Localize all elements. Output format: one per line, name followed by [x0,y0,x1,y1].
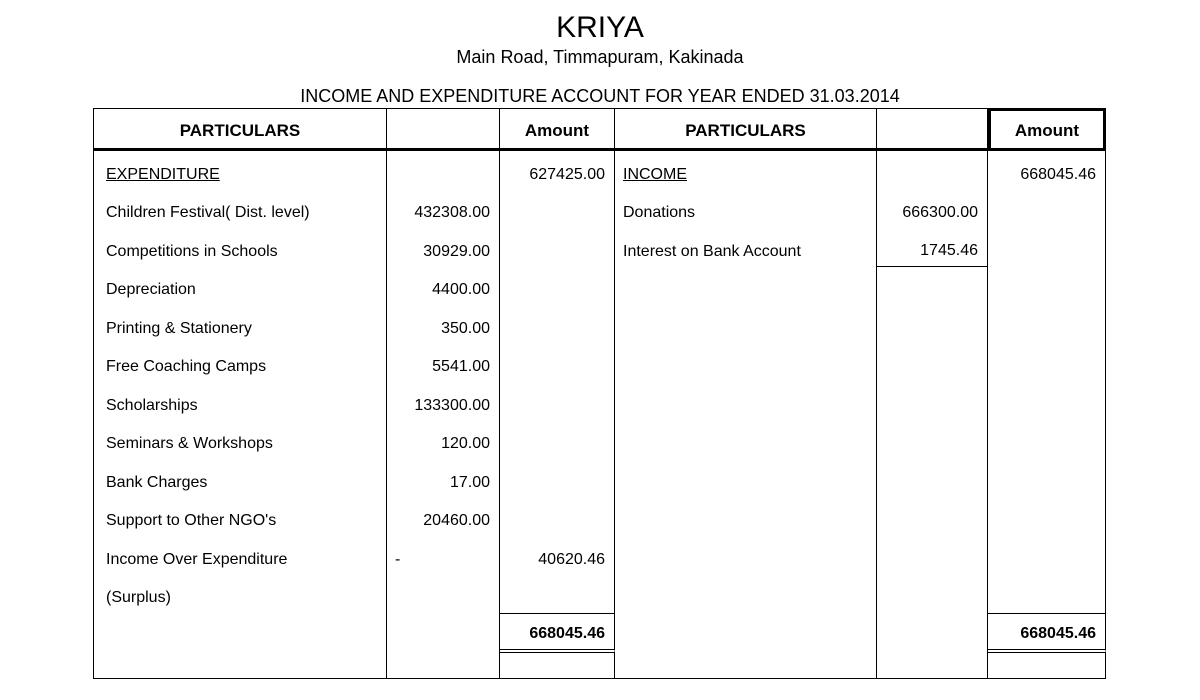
statement-title: INCOME AND EXPENDITURE ACCOUNT FOR YEAR ENDED 31.03.2014 [300,86,900,106]
expenditure-item-label: Free Coaching Camps [93,344,387,383]
table-body-row [93,151,1106,190]
expenditure-grand-total: 668045.46 [500,613,615,653]
expenditure-item-value: 120.00 [387,421,500,460]
header-particulars-right: PARTICULARS [615,108,877,151]
empty-cell [877,459,988,498]
empty-cell [387,151,500,190]
empty-cell [877,151,988,190]
expenditure-item-label: Scholarships [93,382,387,421]
table-body-row [93,498,1106,537]
empty-cell [500,305,615,344]
income-item-label: Donations [615,190,877,229]
table-body-row [93,190,1106,229]
table-body-row [93,228,1106,267]
empty-cell [500,267,615,306]
table-body-row [93,575,1106,614]
empty-cell [877,653,988,679]
table-body-row [93,344,1106,383]
empty-cell [500,421,615,460]
expenditure-item-label: (Surplus) [93,575,387,614]
expenditure-item-label: Support to Other NGO's [93,498,387,537]
empty-cell [93,653,387,679]
header-blank-left [387,108,500,151]
empty-cell [615,421,877,460]
expenditure-item-value: 30929.00 [387,228,500,267]
table-body-row [93,382,1106,421]
empty-cell [615,653,877,679]
expenditure-item-value: 4400.00 [387,267,500,306]
income-item-value: 666300.00 [877,190,988,229]
empty-cell [500,575,615,614]
empty-cell [877,575,988,614]
empty-cell [615,459,877,498]
empty-cell [877,498,988,537]
table-bottom-spacer-row [93,653,1106,679]
empty-cell [877,267,988,306]
empty-cell [500,653,615,679]
expenditure-item-label: Bank Charges [93,459,387,498]
expenditure-item-label: Competitions in Schools [93,228,387,267]
table-body-row [93,421,1106,460]
empty-cell [615,382,877,421]
empty-cell [988,382,1106,421]
empty-cell [500,190,615,229]
table-body-row [93,267,1106,306]
expenditure-section-total: 627425.00 [500,151,615,190]
empty-cell [877,344,988,383]
income-expenditure-table [93,108,1106,679]
empty-cell [877,305,988,344]
empty-cell [988,459,1106,498]
empty-cell [988,498,1106,537]
empty-cell [615,344,877,383]
table-body [93,151,1106,613]
empty-cell [988,421,1106,460]
expenditure-item-label: Printing & Stationery [93,305,387,344]
header-amount-right: Amount [988,108,1106,151]
header-particulars-left: PARTICULARS [93,108,387,151]
empty-cell [877,536,988,575]
empty-cell [387,653,500,679]
expenditure-item-value: 17.00 [387,459,500,498]
income-item-label: Interest on Bank Account [615,228,877,267]
empty-cell [615,498,877,537]
expenditure-item-value: 133300.00 [387,382,500,421]
expenditure-item-value: 432308.00 [387,190,500,229]
empty-cell [988,536,1106,575]
expenditure-item-value: 20460.00 [387,498,500,537]
empty-cell [500,498,615,537]
empty-cell [387,575,500,614]
empty-cell [877,613,988,653]
empty-cell [988,190,1106,229]
expenditure-item-label: Income Over Expenditure [93,536,387,575]
empty-cell [615,575,877,614]
empty-cell [615,536,877,575]
empty-cell [387,613,500,653]
empty-cell [500,344,615,383]
expenditure-item-value: 350.00 [387,305,500,344]
expenditure-section-heading: EXPENDITURE [93,151,387,190]
table-body-row [93,305,1106,344]
income-grand-total: 668045.46 [988,613,1106,653]
empty-cell [500,228,615,267]
empty-cell [500,459,615,498]
table-body-row [93,459,1106,498]
income-item-value: 1745.46 [877,228,988,267]
organization-name: KRIYA [556,11,644,44]
expenditure-item-label: Depreciation [93,267,387,306]
header-amount-left: Amount [500,108,615,151]
empty-cell [877,421,988,460]
empty-cell [988,575,1106,614]
empty-cell [988,653,1106,679]
table-total-row [93,613,1106,653]
empty-cell [615,305,877,344]
empty-cell [988,344,1106,383]
organization-address: Main Road, Timmapuram, Kakinada [456,47,744,67]
expenditure-item-label: Seminars & Workshops [93,421,387,460]
table-header-row [93,108,1106,151]
empty-cell [877,382,988,421]
expenditure-item-label: Children Festival( Dist. level) [93,190,387,229]
expenditure-item-amount: 40620.46 [500,536,615,575]
empty-cell [988,305,1106,344]
header-blank-right [877,108,988,151]
empty-cell [988,228,1106,267]
empty-cell [988,267,1106,306]
table-body-row [93,536,1106,575]
empty-cell [500,382,615,421]
expenditure-item-value: 5541.00 [387,344,500,383]
empty-cell [615,267,877,306]
empty-cell [615,613,877,653]
income-section-total: 668045.46 [988,151,1106,190]
income-section-heading: INCOME [615,151,877,190]
empty-cell [93,613,387,653]
expenditure-item-value: - [387,536,500,575]
